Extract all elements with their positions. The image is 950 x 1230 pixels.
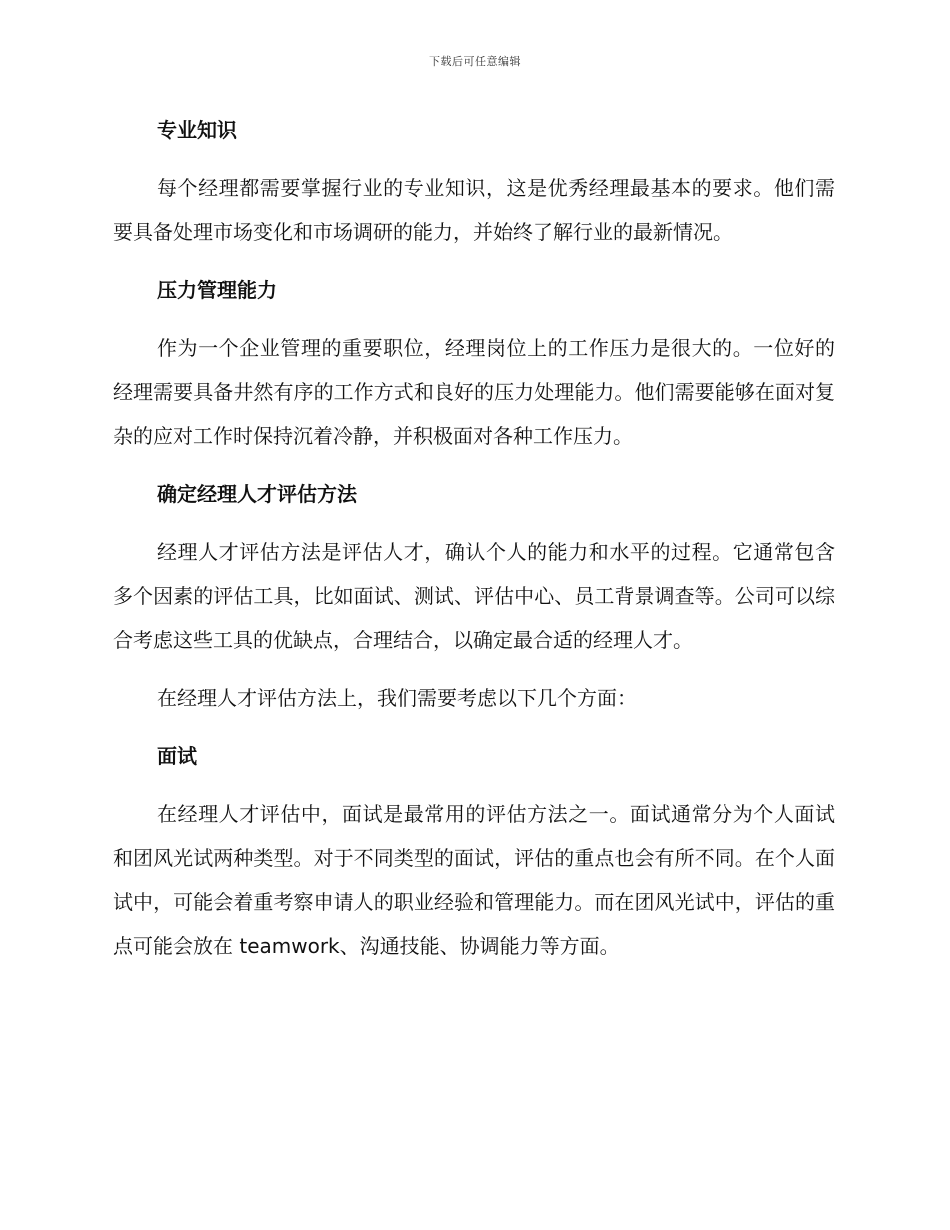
document-body — [113, 108, 835, 982]
paragraph-stress-management: 作为一个企业管理的重要职位，经理岗位上的工作压力是很大的。一位好的经理需要具备井然有序的工作方式和良好的压力处理能力。他们需要能够在面对复杂的应对工作时保持沉着冷静，并积极面对各种工作压力。 — [113, 336, 835, 448]
paragraph-professional-knowledge: 每个经理都需要掌握行业的专业知识，这是优秀经理最基本的要求。他们需要具备处理市场变化和市场调研的能力，并始终了解行业的最新情况。 — [113, 176, 835, 244]
section-heading-professional-knowledge: 专业知识 — [157, 118, 237, 142]
section-heading-interview: 面试 — [157, 744, 197, 768]
paragraph-assessment-aspects: 在经理人才评估方法上，我们需要考虑以下几个方面： — [157, 686, 637, 710]
paragraph-interview: 在经理人才评估中，面试是最常用的评估方法之一。面试通常分为个人面试和团风光试两种类型。对于不同类型的面试，评估的重点也会有所不同。在个人面试中，可能会着重考察申请人的职业经验和管理能力。而在团风光试中，评估的重点可能会放在 teamwork、沟通技能、协调能力等方面。 — [113, 802, 835, 958]
section-heading-stress-management: 压力管理能力 — [157, 278, 277, 302]
paragraph-assessment-methods: 经理人才评估方法是评估人才，确认个人的能力和水平的过程。它通常包含多个因素的评估工具，比如面试、测试、评估中心、员工背景调查等。公司可以综合考虑这些工具的优缺点，合理结合，以确定最合适的经理人才。 — [113, 540, 835, 652]
page-header: 下载后可任意编辑 — [429, 55, 521, 68]
section-heading-assessment-methods: 确定经理人才评估方法 — [157, 482, 357, 506]
